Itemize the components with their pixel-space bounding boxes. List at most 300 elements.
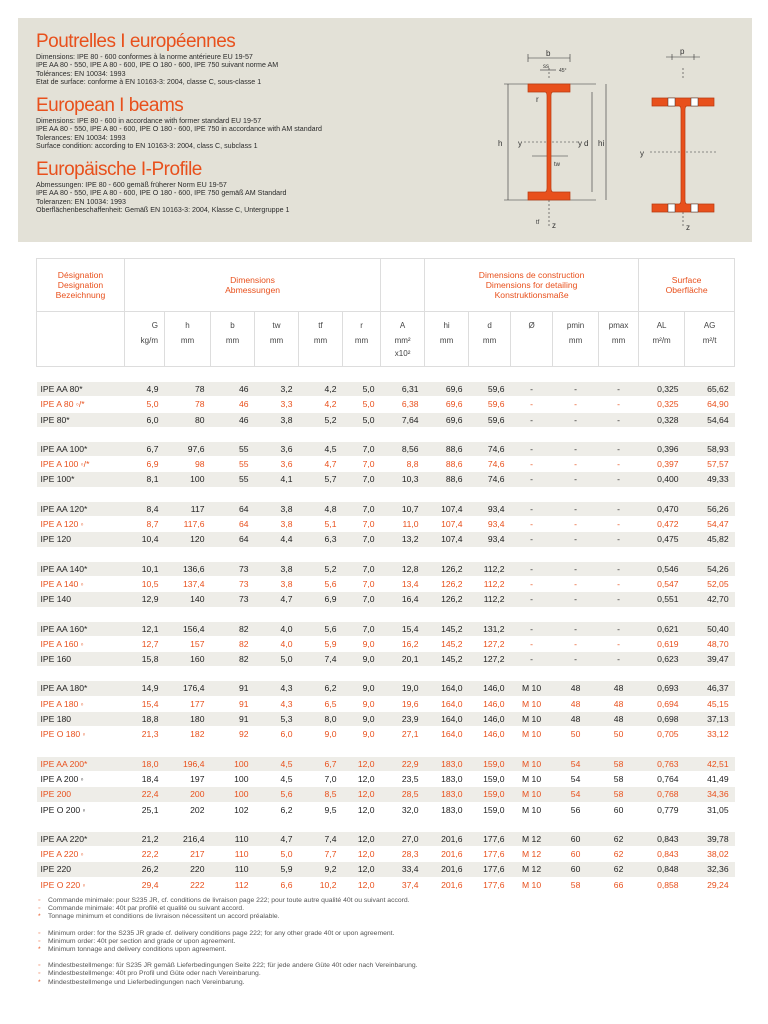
- value-cell: -: [599, 636, 639, 651]
- value-cell: 145,2: [425, 636, 469, 651]
- column-symbol: tw: [272, 321, 281, 330]
- value-cell: -: [553, 652, 599, 667]
- value-cell: 5,2: [299, 561, 343, 576]
- header-panel: [18, 18, 752, 242]
- value-cell: 7,0: [343, 457, 381, 472]
- value-cell: 156,4: [165, 621, 211, 636]
- value-cell: 46: [211, 382, 255, 397]
- value-cell: -: [511, 412, 553, 427]
- section-english: [36, 96, 506, 151]
- diagram-label-z: z: [552, 221, 556, 230]
- value-cell: 177,6: [469, 847, 511, 862]
- column-symbol: pmax: [608, 321, 629, 330]
- value-cell: 48,70: [685, 636, 735, 651]
- table-row: [37, 862, 735, 877]
- value-cell: 177: [165, 696, 211, 711]
- value-cell: 60: [553, 847, 599, 862]
- value-cell: 0,768: [639, 787, 685, 802]
- value-cell: 41,49: [685, 771, 735, 786]
- value-cell: 5,9: [255, 862, 299, 877]
- value-cell: 54,26: [685, 561, 735, 576]
- value-cell: 57,57: [685, 457, 735, 472]
- value-cell: 58: [553, 877, 599, 892]
- value-cell: 16,2: [381, 636, 425, 651]
- value-cell: 18,0: [125, 756, 165, 771]
- value-cell: 10,2: [299, 877, 343, 892]
- value-cell: 7,0: [343, 517, 381, 532]
- value-cell: 64: [211, 532, 255, 547]
- value-cell: 3,2: [255, 382, 299, 397]
- value-cell: 183,0: [425, 787, 469, 802]
- value-cell: 12,7: [125, 636, 165, 651]
- value-cell: 102: [211, 802, 255, 817]
- footnote-line: [38, 930, 738, 938]
- value-cell: 0,623: [639, 652, 685, 667]
- value-cell: 201,6: [425, 877, 469, 892]
- value-cell: 7,64: [381, 412, 425, 427]
- value-cell: 22,9: [381, 756, 425, 771]
- footnote-line: [38, 946, 738, 954]
- value-cell: 180: [165, 712, 211, 727]
- value-cell: -: [599, 441, 639, 456]
- value-cell: 54: [553, 787, 599, 802]
- value-cell: 177,6: [469, 862, 511, 877]
- footnote-text: Commande minimale: pour S235 JR, cf. conditions de livraison page 222; pour toute autre qualité 40t ou suivant accord.: [48, 897, 410, 904]
- value-cell: 5,7: [299, 472, 343, 487]
- value-cell: 164,0: [425, 712, 469, 727]
- value-cell: 5,0: [343, 397, 381, 412]
- value-cell: 18,4: [125, 771, 165, 786]
- value-cell: 50: [599, 727, 639, 742]
- value-cell: 25,1: [125, 802, 165, 817]
- value-cell: -: [599, 501, 639, 516]
- value-cell: 55: [211, 457, 255, 472]
- value-cell: 59,6: [469, 412, 511, 427]
- column-symbol: AG: [703, 321, 716, 330]
- value-cell: 7,0: [343, 532, 381, 547]
- designation-cell: IPE 220: [37, 862, 125, 877]
- footnote-marker: ◦: [38, 937, 41, 945]
- footnote-marker: ◦: [38, 929, 41, 937]
- value-cell: 0,858: [639, 877, 685, 892]
- value-cell: -: [553, 457, 599, 472]
- footnote-text: Mindestbestellmenge: 40t pro Profil und Güte oder nach Vereinbarung.: [48, 970, 261, 978]
- table-row: [37, 636, 735, 651]
- footnote-line: [38, 970, 738, 978]
- ibeam-hole-diagram: [630, 48, 730, 234]
- value-cell: 4,1: [255, 472, 299, 487]
- designation-cell: IPE 160: [37, 652, 125, 667]
- value-cell: -: [553, 501, 599, 516]
- value-cell: 0,472: [639, 517, 685, 532]
- value-cell: 74,6: [469, 472, 511, 487]
- value-cell: 7,0: [343, 576, 381, 591]
- value-cell: 0,693: [639, 681, 685, 696]
- column-header: [639, 312, 685, 367]
- value-cell: 8,7: [125, 517, 165, 532]
- value-cell: 48: [553, 712, 599, 727]
- table-row: [37, 472, 735, 487]
- value-cell: -: [599, 517, 639, 532]
- value-cell: 6,3: [299, 532, 343, 547]
- column-unit: mm: [180, 336, 195, 345]
- value-cell: 5,6: [299, 576, 343, 591]
- value-cell: 91: [211, 696, 255, 711]
- value-cell: 112,2: [469, 576, 511, 591]
- diagram-label-b: b: [546, 49, 551, 58]
- diagram-label-y: y: [518, 139, 522, 148]
- value-cell: 39,78: [685, 831, 735, 846]
- value-cell: 9,0: [343, 712, 381, 727]
- value-cell: 0,694: [639, 696, 685, 711]
- value-cell: 7,0: [343, 621, 381, 636]
- value-cell: 127,2: [469, 636, 511, 651]
- value-cell: 6,5: [299, 696, 343, 711]
- value-cell: 183,0: [425, 802, 469, 817]
- value-cell: 46,37: [685, 681, 735, 696]
- group-label: Surface Oberfläche: [665, 275, 708, 295]
- value-cell: -: [553, 621, 599, 636]
- table-row: [37, 397, 735, 412]
- value-cell: 10,3: [381, 472, 425, 487]
- value-cell: 6,7: [125, 441, 165, 456]
- value-cell: 0,546: [639, 561, 685, 576]
- value-cell: 32,0: [381, 802, 425, 817]
- value-cell: 177,6: [469, 877, 511, 892]
- value-cell: 4,0: [255, 621, 299, 636]
- value-cell: 5,6: [255, 787, 299, 802]
- column-symbol: r: [360, 321, 363, 330]
- value-cell: 3,6: [255, 441, 299, 456]
- value-cell: -: [599, 592, 639, 607]
- value-cell: -: [553, 517, 599, 532]
- value-cell: -: [511, 457, 553, 472]
- value-cell: 4,2: [299, 397, 343, 412]
- value-cell: 54: [553, 771, 599, 786]
- value-cell: 33,4: [381, 862, 425, 877]
- value-cell: 50,40: [685, 621, 735, 636]
- value-cell: 0,764: [639, 771, 685, 786]
- value-cell: 65,62: [685, 382, 735, 397]
- column-unit: mm: [482, 336, 497, 345]
- value-cell: 120: [165, 532, 211, 547]
- value-cell: 92: [211, 727, 255, 742]
- value-cell: 0,621: [639, 621, 685, 636]
- value-cell: 28,5: [381, 787, 425, 802]
- table-row: [37, 457, 735, 472]
- section-line: IPE AA 80 - 550, IPE A 80 - 600, IPE O 180 - 600, IPE 750 in accordance with AM standard: [36, 125, 322, 134]
- diagram-label-z: z: [686, 223, 690, 232]
- value-cell: 7,4: [299, 652, 343, 667]
- value-cell: 62: [599, 862, 639, 877]
- value-cell: 29,24: [685, 877, 735, 892]
- footnote-line: [38, 905, 738, 913]
- value-cell: 5,6: [299, 621, 343, 636]
- value-cell: 6,9: [299, 592, 343, 607]
- value-cell: 137,4: [165, 576, 211, 591]
- table-row: [37, 621, 735, 636]
- spacer-cell: [37, 367, 735, 382]
- table-row: [37, 847, 735, 862]
- value-cell: 0,547: [639, 576, 685, 591]
- value-cell: -: [599, 532, 639, 547]
- value-cell: 159,0: [469, 771, 511, 786]
- column-header: [165, 312, 211, 367]
- value-cell: 12,0: [343, 802, 381, 817]
- table-row: [37, 561, 735, 576]
- value-cell: 56,26: [685, 501, 735, 516]
- value-cell: 9,2: [299, 862, 343, 877]
- column-header: [343, 312, 381, 367]
- value-cell: 6,2: [255, 802, 299, 817]
- value-cell: 145,2: [425, 621, 469, 636]
- value-cell: -: [511, 636, 553, 651]
- value-cell: 12,0: [343, 877, 381, 892]
- value-cell: 37,13: [685, 712, 735, 727]
- value-cell: 146,0: [469, 712, 511, 727]
- value-cell: M 10: [511, 696, 553, 711]
- spacer-cell: [37, 427, 735, 442]
- diagram-label-ss: ss: [543, 64, 549, 70]
- value-cell: 0,470: [639, 501, 685, 516]
- value-cell: 60: [599, 802, 639, 817]
- value-cell: 45,82: [685, 532, 735, 547]
- value-cell: 91: [211, 681, 255, 696]
- column-unit: mm: [313, 336, 328, 345]
- value-cell: 12,0: [343, 756, 381, 771]
- value-cell: 6,7: [299, 756, 343, 771]
- designation-cell: IPE A 120 ◦: [37, 517, 125, 532]
- column-symbol: hi: [443, 321, 450, 330]
- diagram-label-h: h: [498, 139, 503, 148]
- value-cell: 220: [165, 862, 211, 877]
- designation-cell: IPE 100*: [37, 472, 125, 487]
- spacer-cell: [37, 666, 735, 681]
- value-cell: 196,4: [165, 756, 211, 771]
- value-cell: -: [511, 472, 553, 487]
- diagram-label-r: r: [536, 95, 539, 104]
- column-header-row: [37, 312, 735, 367]
- value-cell: 4,3: [255, 681, 299, 696]
- section-line: Surface condition: according to EN 10163-3: 2004, class C, subclass 1: [36, 142, 258, 151]
- value-cell: 64: [211, 517, 255, 532]
- value-cell: 0,475: [639, 532, 685, 547]
- column-unit: mm: [269, 336, 284, 345]
- value-cell: 100: [211, 756, 255, 771]
- value-cell: 4,7: [255, 831, 299, 846]
- value-cell: 58,93: [685, 441, 735, 456]
- value-cell: 91: [211, 712, 255, 727]
- value-cell: 112,2: [469, 592, 511, 607]
- value-cell: 54: [553, 756, 599, 771]
- designation-cell: IPE A 80 ◦/*: [37, 397, 125, 412]
- value-cell: 3,8: [255, 561, 299, 576]
- group-spacer: [37, 607, 735, 622]
- designation-cell: IPE A 200 ◦: [37, 771, 125, 786]
- value-cell: -: [599, 412, 639, 427]
- section-title: Poutrelles I européennes: [36, 31, 236, 52]
- value-cell: 52,05: [685, 576, 735, 591]
- value-cell: 5,3: [255, 712, 299, 727]
- group-spacer: [37, 817, 735, 832]
- value-cell: -: [511, 561, 553, 576]
- value-cell: 93,4: [469, 501, 511, 516]
- value-cell: -: [511, 501, 553, 516]
- group-spacer: [37, 666, 735, 681]
- value-cell: 5,9: [299, 636, 343, 651]
- table-row: [37, 412, 735, 427]
- value-cell: -: [511, 517, 553, 532]
- table-row: [37, 771, 735, 786]
- designation-cell: IPE A 220 ◦: [37, 847, 125, 862]
- value-cell: 10,7: [381, 501, 425, 516]
- value-cell: -: [553, 532, 599, 547]
- value-cell: 126,2: [425, 561, 469, 576]
- column-symbol: Ø: [528, 321, 535, 330]
- value-cell: 182: [165, 727, 211, 742]
- value-cell: 73: [211, 576, 255, 591]
- value-cell: 9,0: [343, 727, 381, 742]
- value-cell: 82: [211, 652, 255, 667]
- value-cell: 5,2: [299, 412, 343, 427]
- value-cell: 183,0: [425, 771, 469, 786]
- value-cell: 5,0: [255, 847, 299, 862]
- value-cell: 21,2: [125, 831, 165, 846]
- value-cell: 46: [211, 412, 255, 427]
- footnote-text: Commande minimale: 40t par profilé et qualité ou suivant accord.: [48, 905, 245, 913]
- footnote-marker: *: [38, 913, 41, 921]
- section-line: Oberflächenbeschaffenheit: Gemäß EN 10163-3: 2004, Klasse C, Untergruppe 1: [36, 206, 290, 215]
- group-spacer: [37, 547, 735, 562]
- value-cell: -: [511, 397, 553, 412]
- value-cell: 12,0: [343, 831, 381, 846]
- section-line: IPE AA 80 - 550, IPE A 80 - 600, IPE O 180 - 600, IPE 750 gemäß AM Standard: [36, 189, 287, 198]
- value-cell: 110: [211, 862, 255, 877]
- footnote-text: Mindestbestellmenge: für S235 JR gemäß Lieferbedingungen Seite 222; für jede andere Güte 40t oder nach Vereinbarung.: [48, 962, 418, 970]
- value-cell: 200: [165, 787, 211, 802]
- designation-cell: IPE 200: [37, 787, 125, 802]
- table-row: [37, 382, 735, 397]
- value-cell: 164,0: [425, 727, 469, 742]
- section-line: IPE AA 80 - 550, IPE A 80 - 600, IPE O 180 - 600, IPE 750 suivant norme AM: [36, 61, 279, 70]
- value-cell: 93,4: [469, 532, 511, 547]
- value-cell: 21,3: [125, 727, 165, 742]
- designation-cell: IPE AA 120*: [37, 501, 125, 516]
- diagram-label-y2: y: [578, 139, 582, 148]
- value-cell: 0,328: [639, 412, 685, 427]
- value-cell: 15,8: [125, 652, 165, 667]
- value-cell: 4,2: [299, 382, 343, 397]
- designation-cell: IPE A 140 ◦: [37, 576, 125, 591]
- value-cell: 0,619: [639, 636, 685, 651]
- value-cell: 42,51: [685, 756, 735, 771]
- value-cell: 8,0: [299, 712, 343, 727]
- value-cell: 29,4: [125, 877, 165, 892]
- value-cell: 7,0: [299, 771, 343, 786]
- value-cell: 37,4: [381, 877, 425, 892]
- value-cell: 64,90: [685, 397, 735, 412]
- column-unit: mm: [354, 336, 369, 345]
- diagram-label-hi: hi: [598, 139, 605, 148]
- value-cell: 18,8: [125, 712, 165, 727]
- value-cell: 80: [165, 412, 211, 427]
- value-cell: 0,325: [639, 397, 685, 412]
- column-unit: mm: [611, 336, 626, 345]
- value-cell: 4,9: [125, 382, 165, 397]
- value-cell: 3,8: [255, 501, 299, 516]
- table-row: [37, 681, 735, 696]
- value-cell: 42,70: [685, 592, 735, 607]
- value-cell: M 10: [511, 756, 553, 771]
- value-cell: 4,5: [255, 756, 299, 771]
- column-header: [381, 312, 425, 367]
- section-line: Abmessungen: IPE 80 - 600 gemäß früherer Norm EU 19-57: [36, 181, 227, 189]
- value-cell: M 10: [511, 727, 553, 742]
- designation-cell: IPE AA 160*: [37, 621, 125, 636]
- value-cell: M 10: [511, 787, 553, 802]
- column-header: [425, 312, 469, 367]
- value-cell: 12,1: [125, 621, 165, 636]
- group-dimensions: [125, 259, 381, 312]
- section-line: Tolérances: EN 10034: 1993: [36, 69, 126, 78]
- value-cell: -: [599, 472, 639, 487]
- value-cell: 4,3: [255, 696, 299, 711]
- value-cell: 32,36: [685, 862, 735, 877]
- designation-cell: IPE 140: [37, 592, 125, 607]
- value-cell: 34,36: [685, 787, 735, 802]
- value-cell: 5,0: [255, 652, 299, 667]
- group-spacer: [37, 487, 735, 502]
- table-row: [37, 576, 735, 591]
- designation-cell: IPE O 180 ◦: [37, 727, 125, 742]
- value-cell: 146,0: [469, 681, 511, 696]
- value-cell: 82: [211, 636, 255, 651]
- designation-cell: IPE A 160 ◦: [37, 636, 125, 651]
- value-cell: -: [599, 382, 639, 397]
- footnote-text: Mindestbestellmenge und Lieferbedingungen nach Vereinbarung.: [48, 978, 245, 986]
- value-cell: 117: [165, 501, 211, 516]
- spacer-cell: [37, 607, 735, 622]
- column-header: [553, 312, 599, 367]
- value-cell: -: [511, 441, 553, 456]
- value-cell: 9,0: [343, 652, 381, 667]
- column-header: [599, 312, 639, 367]
- footnote-line: [38, 897, 738, 905]
- spacer-cell: [37, 817, 735, 832]
- value-cell: 164,0: [425, 696, 469, 711]
- value-cell: 222: [165, 877, 211, 892]
- value-cell: 27,1: [381, 727, 425, 742]
- value-cell: -: [553, 592, 599, 607]
- table-row: [37, 831, 735, 846]
- value-cell: 6,0: [125, 412, 165, 427]
- value-cell: 3,8: [255, 517, 299, 532]
- value-cell: 10,4: [125, 532, 165, 547]
- designation-cell: IPE A 180 ◦: [37, 696, 125, 711]
- value-cell: 93,4: [469, 517, 511, 532]
- value-cell: 0,551: [639, 592, 685, 607]
- table-row: [37, 592, 735, 607]
- value-cell: 140: [165, 592, 211, 607]
- value-cell: 6,31: [381, 382, 425, 397]
- value-cell: 10,1: [125, 561, 165, 576]
- value-cell: 4,0: [255, 636, 299, 651]
- footnote-line: [38, 962, 738, 970]
- value-cell: M 10: [511, 712, 553, 727]
- section-line: Tolerances: EN 10034: 1993: [36, 133, 126, 142]
- group-header-row: [37, 259, 735, 312]
- table-row: [37, 712, 735, 727]
